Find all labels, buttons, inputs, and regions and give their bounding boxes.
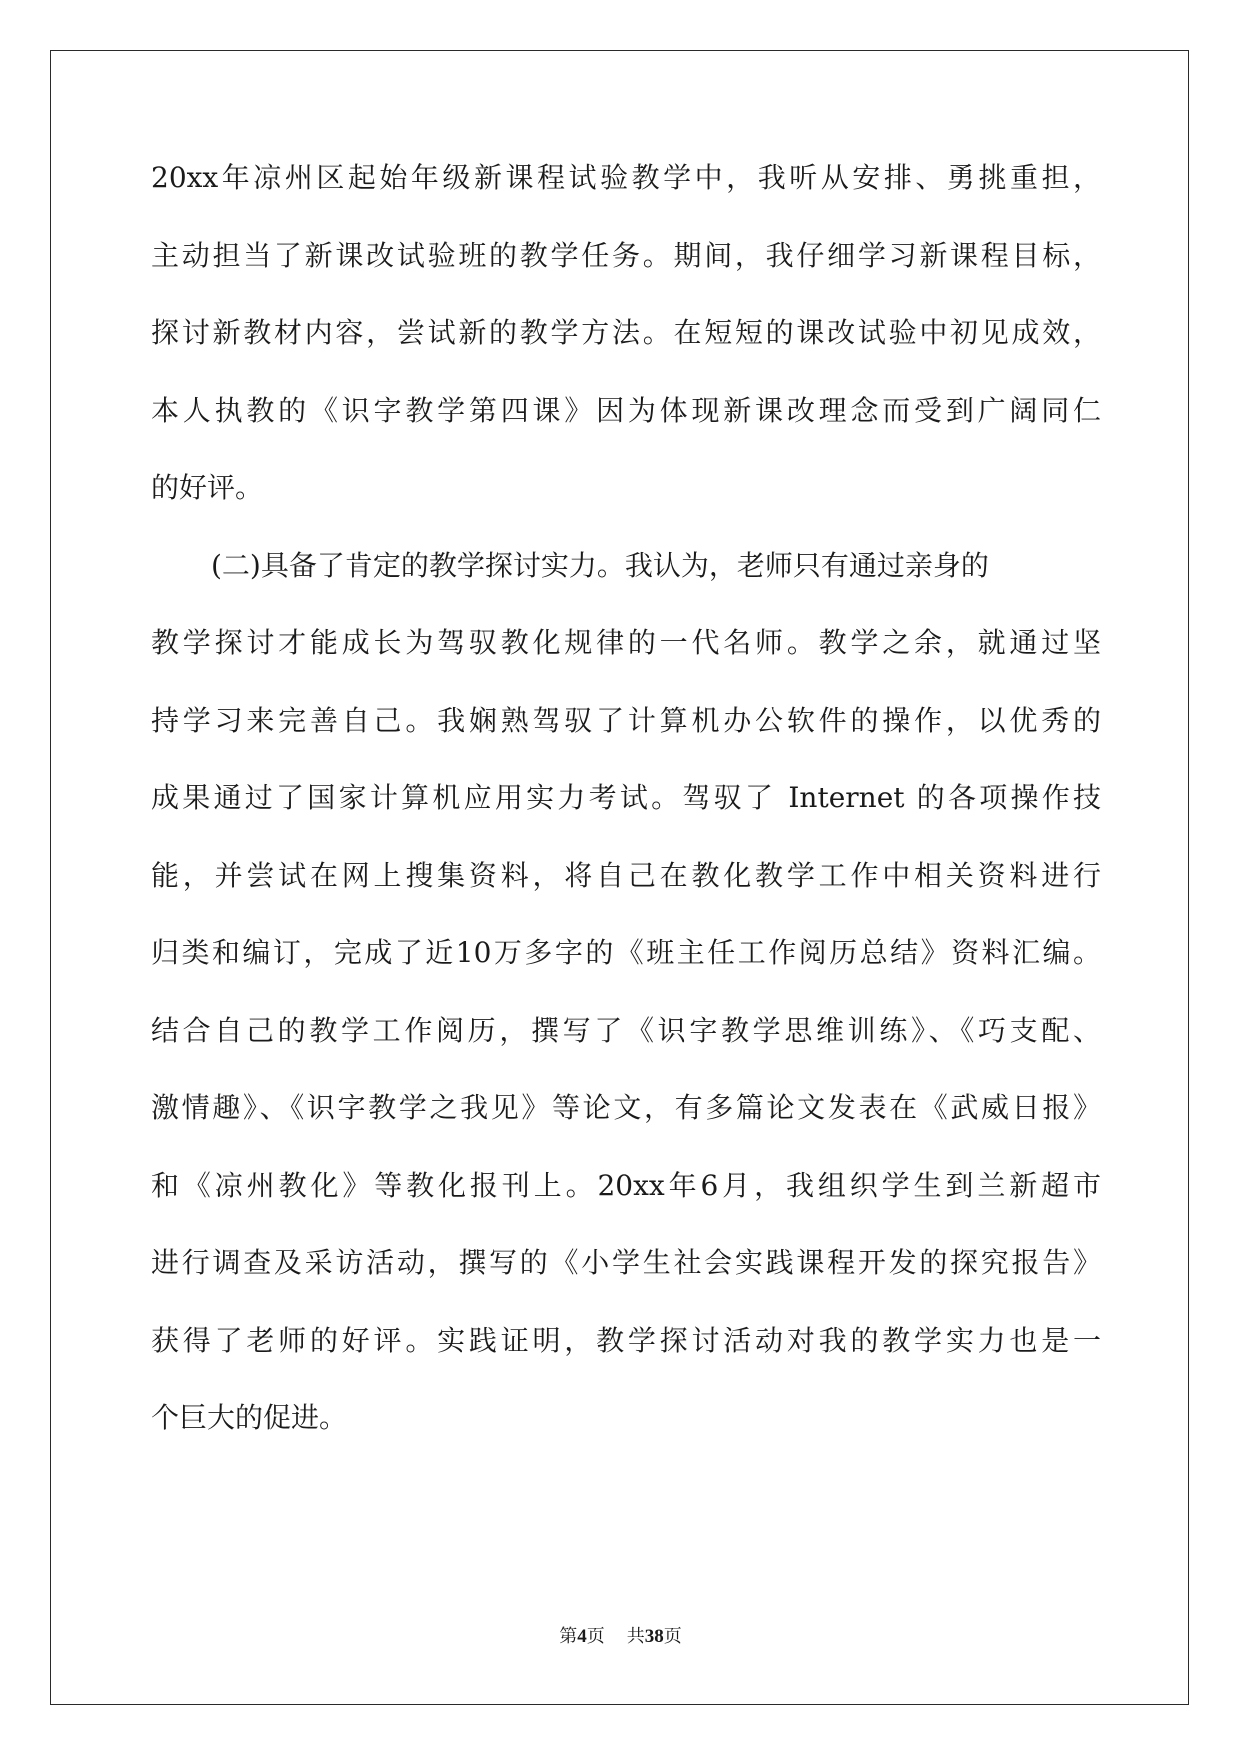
document-body [151,161,1101,1479]
footer-prefix: 第 [559,1626,578,1647]
text-line: 主动担当了新课改试验班的教学任务。期间，我仔细学习新课程目标， [151,238,1101,272]
footer-total-unit: 页 [663,1626,682,1647]
text-line: 本人执教的《识字教学第四课》因为体现新课改理念而受到广阔同仁 [151,393,1101,427]
text-line: 激情趣》、《识字教学之我见》等论文，有多篇论文发表在《武威日报》 [151,1091,1101,1124]
total-page-number: 38 [644,1626,664,1647]
text-line: 结合自己的教学工作阅历，撰写了《识字教学思维训练》、《巧支配、 [151,1013,1101,1047]
text-line: (二)具备了肯定的教学探讨实力。我认为，老师只有通过亲身的 [211,548,989,582]
text-line: 和《凉州教化》等教化报刊上。20xx年6月，我组织学生到兰新超市 [151,1168,1101,1202]
current-page-number: 4 [577,1626,587,1647]
footer-total-prefix: 共 [626,1626,645,1647]
text-line: 20xx年凉州区起始年级新课程试验教学中，我听从安排、勇挑重担， [151,161,1101,194]
text-line: 教学探讨才能成长为驾驭教化规律的一代名师。教学之余，就通过坚 [151,626,1101,659]
text-line: 能，并尝试在网上搜集资料，将自己在教化教学工作中相关资料进行 [151,858,1101,892]
text-line: 的好评。 [151,471,264,504]
text-line: 个巨大的促进。 [151,1401,348,1434]
text-line: 持学习来完善自己。我娴熟驾驭了计算机办公软件的操作，以优秀的 [151,703,1101,737]
page-footer [0,1622,1241,1648]
text-line: 获得了老师的好评。实践证明，教学探讨活动对我的教学实力也是一 [151,1323,1101,1357]
text-line: 成果通过了国家计算机应用实力考试。驾驭了 Internet 的各项操作技 [151,781,1101,814]
text-line: 归类和编订，完成了近10万多字的《班主任工作阅历总结》资料汇编。 [151,936,1101,969]
text-line: 进行调查及采访活动，撰写的《小学生社会实践课程开发的探究报告》 [151,1246,1101,1279]
text-line: 探讨新教材内容，尝试新的教学方法。在短短的课改试验中初见成效， [151,316,1101,349]
footer-page-unit: 页 [586,1626,605,1647]
